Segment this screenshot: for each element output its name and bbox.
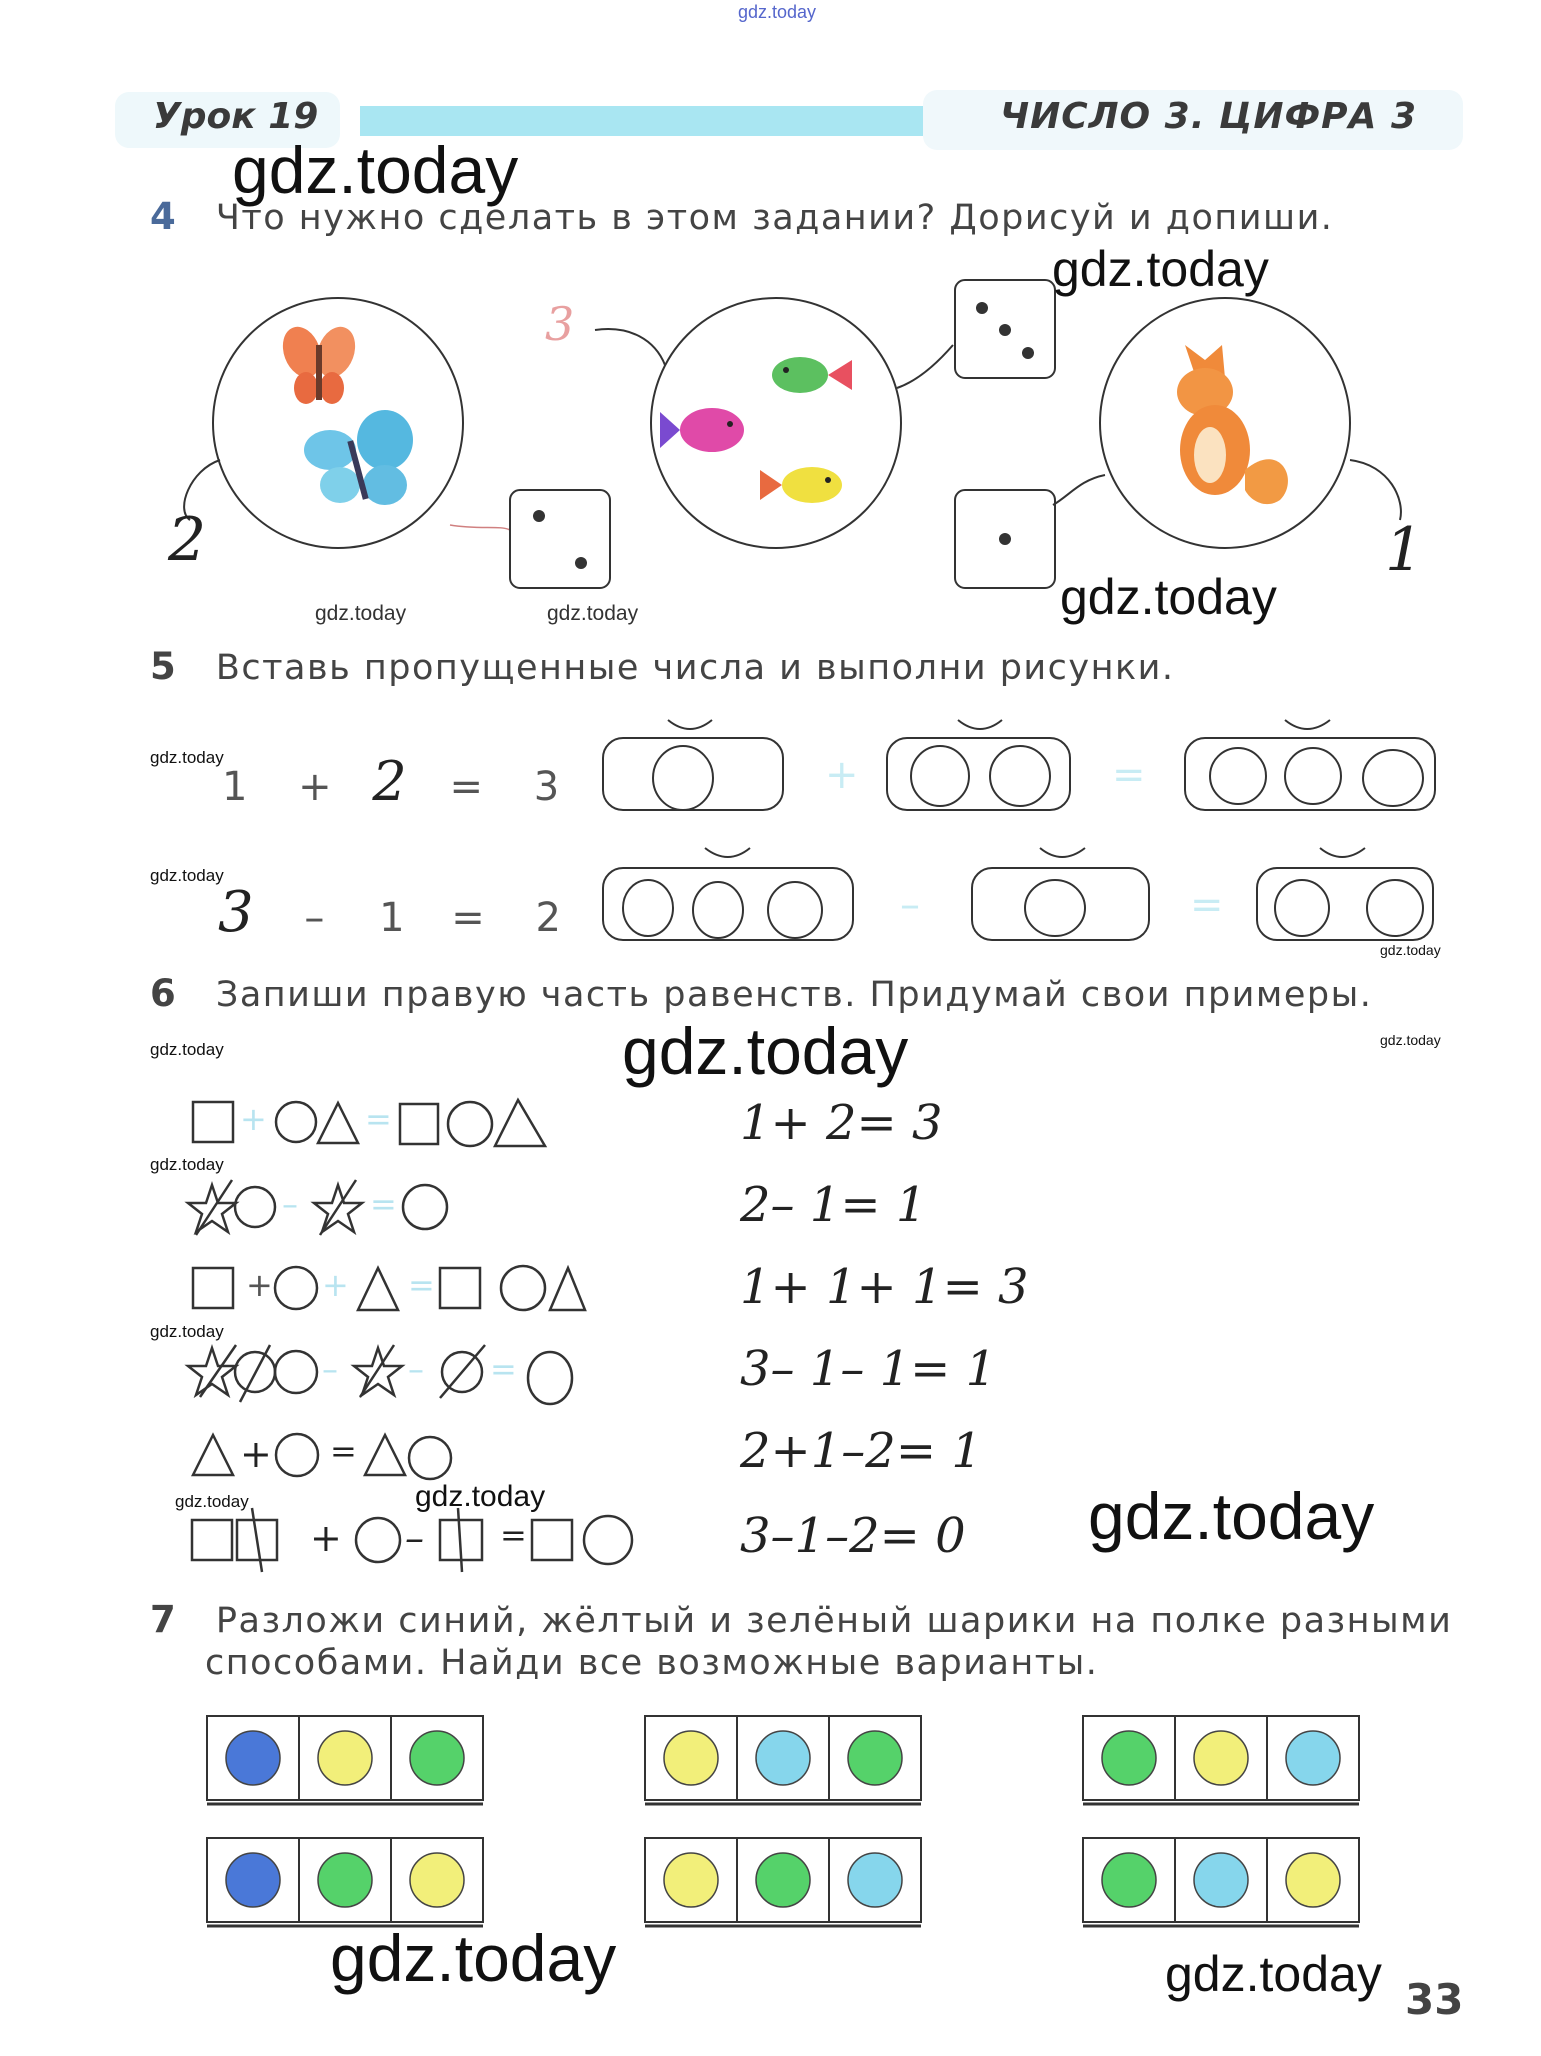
ball-green <box>1102 1731 1156 1785</box>
watermark: gdz.today <box>547 602 639 625</box>
sign-eq-6: = <box>500 1516 527 1554</box>
shelf <box>645 1716 921 1804</box>
page-number: 33 <box>1405 1975 1464 2024</box>
ball-yellow <box>318 1731 372 1785</box>
ball-green <box>318 1853 372 1907</box>
ball-light-blue <box>1286 1731 1340 1785</box>
watermark: gdz.today <box>1060 569 1277 625</box>
ball-blue <box>226 1853 280 1907</box>
row2-equals: = <box>1190 882 1224 928</box>
watermark: gdz.today <box>150 1322 224 1341</box>
row1-c: 3 <box>533 764 560 810</box>
ball-green <box>848 1731 902 1785</box>
task6-number: 6 <box>150 972 178 1015</box>
ball-green <box>756 1853 810 1907</box>
task7-number: 7 <box>150 1598 178 1641</box>
ball-yellow <box>664 1853 718 1907</box>
sign-eq-3: = <box>408 1266 435 1304</box>
equation-3: 1+ 1+ 1= 3 <box>740 1259 1029 1315</box>
ball-yellow <box>1194 1731 1248 1785</box>
watermark: gdz.today <box>415 1480 546 1513</box>
ball-green <box>1102 1853 1156 1907</box>
row1-a: 1 <box>222 764 248 810</box>
equation-5: 2+1–2= 1 <box>740 1423 982 1479</box>
task4-text: Что нужно сделать в этом задании? Дорисуй и допиши. <box>215 198 1334 238</box>
watermark: gdz.today <box>150 1040 224 1059</box>
sign-eq-2: = <box>370 1185 397 1223</box>
watermark: gdz.today <box>150 866 224 885</box>
label-fish: 3 <box>545 297 575 351</box>
ball-yellow <box>1286 1853 1340 1907</box>
watermark: gdz.today <box>175 1492 249 1511</box>
equation-2: 2– 1= 1 <box>740 1177 927 1233</box>
sign-minus-2: – <box>282 1185 298 1223</box>
task5-text: Вставь пропущенные числа и выполни рисунки. <box>215 648 1175 688</box>
ball-light-blue <box>1194 1853 1248 1907</box>
topic-title: ЧИСЛО 3. ЦИФРА 3 <box>1000 96 1417 137</box>
watermark: gdz.today <box>150 748 224 767</box>
sign-eq-5: = <box>330 1432 357 1470</box>
ball-blue <box>226 1731 280 1785</box>
equation-6: 3–1–2= 0 <box>740 1508 966 1564</box>
task4-number: 4 <box>150 195 178 238</box>
watermark: gdz.today <box>1380 942 1441 958</box>
row1-op: + <box>298 764 332 810</box>
sign-minus-6: – <box>405 1516 424 1560</box>
row2-op: – <box>304 895 325 941</box>
watermark: gdz.today <box>1165 1946 1382 2002</box>
task6-text: Запиши правую часть равенств. Придумай свои примеры. <box>215 975 1373 1015</box>
sign-minus-4b: – <box>408 1350 424 1388</box>
row1-eq: = <box>449 764 483 810</box>
shelf <box>1083 1716 1359 1804</box>
watermark: gdz.today <box>232 133 519 207</box>
task7-text-line1: Разложи синий, жёлтый и зелёный шарики на полке разными <box>215 1601 1453 1641</box>
lesson-title: Урок 19 <box>153 96 319 137</box>
ball-green <box>410 1731 464 1785</box>
row2-a: 3 <box>218 880 254 945</box>
row2-eq: = <box>451 895 485 941</box>
sign-eq-1: = <box>365 1100 392 1138</box>
task5-number: 5 <box>150 645 178 688</box>
watermark: gdz.today <box>1052 241 1269 297</box>
shelf <box>645 1838 921 1926</box>
shelf <box>207 1838 483 1926</box>
row2-minus: – <box>900 882 920 928</box>
ball-light-blue <box>848 1853 902 1907</box>
equation-1: 1+ 2= 3 <box>740 1095 943 1151</box>
sign-plus-1: + <box>240 1100 267 1138</box>
label-butterflies: 2 <box>168 505 207 575</box>
ball-light-blue <box>756 1731 810 1785</box>
label-fox: 1 <box>1385 515 1424 585</box>
row2-c: 2 <box>535 895 561 941</box>
ball-yellow <box>664 1731 718 1785</box>
top-watermark: gdz.today <box>738 2 817 22</box>
watermark: gdz.today <box>1088 1479 1375 1553</box>
shelf <box>1083 1838 1359 1926</box>
sign-plus-3a: + <box>246 1266 273 1304</box>
row1-b: 2 <box>372 750 407 813</box>
row1-equals: = <box>1112 752 1146 798</box>
row2-b: 1 <box>379 895 405 941</box>
sign-plus-5: + <box>240 1432 272 1476</box>
equation-4: 3– 1– 1= 1 <box>740 1341 997 1397</box>
task7-text-line2: способами. Найди все возможные варианты. <box>205 1643 1099 1683</box>
watermark: gdz.today <box>1380 1032 1441 1048</box>
row1-plus: + <box>825 752 859 798</box>
watermark: gdz.today <box>315 602 407 625</box>
sign-plus-6: + <box>310 1516 342 1560</box>
watermark: gdz.today <box>150 1155 224 1174</box>
sign-minus-4a: – <box>322 1350 338 1388</box>
ball-yellow <box>410 1853 464 1907</box>
watermark: gdz.today <box>330 1921 617 1995</box>
sign-eq-4: = <box>490 1350 517 1388</box>
shelf <box>207 1716 483 1804</box>
watermark: gdz.today <box>622 1014 909 1088</box>
sign-plus-3b: + <box>322 1266 349 1304</box>
